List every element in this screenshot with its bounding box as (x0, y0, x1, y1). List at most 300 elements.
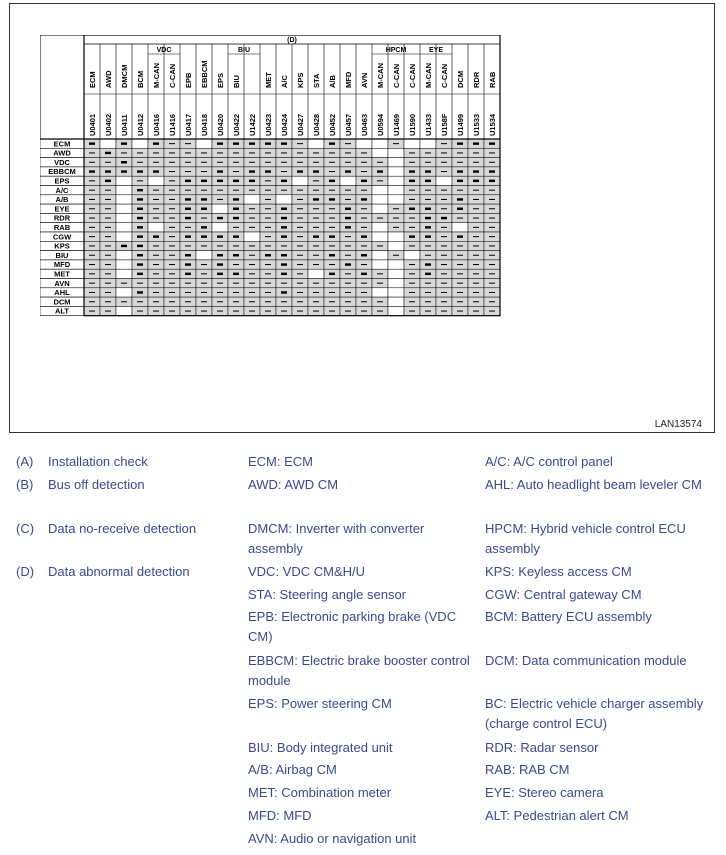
cell-mark-17-4 (153, 301, 159, 302)
abbr-avn: AVN: Audio or navigation unit (248, 831, 417, 846)
cell-mark-1-10 (249, 152, 255, 153)
cell-9-2 (116, 223, 132, 232)
cell-mark-16-17 (361, 292, 367, 293)
cell-mark-1-21 (425, 152, 431, 153)
cell-mark-6-6 (185, 198, 191, 200)
cell-mark-18-20 (409, 311, 415, 312)
cell-mark-15-15 (329, 283, 335, 284)
abbr-mfd: MFD: MFD (248, 808, 312, 823)
figure-frame (9, 3, 715, 433)
cell-mark-17-24 (473, 301, 479, 302)
cell-9-8 (212, 223, 228, 232)
cell-mark-0-8 (217, 142, 223, 144)
cell-mark-11-18 (377, 245, 383, 246)
cell-mark-2-9 (233, 162, 239, 163)
cell-mark-7-17 (361, 208, 367, 209)
col-name-17: AVN (360, 72, 369, 88)
cell-mark-8-0 (89, 218, 95, 219)
cell-mark-10-13 (297, 236, 303, 237)
cell-mark-18-13 (297, 311, 303, 312)
cell-mark-13-23 (457, 264, 463, 265)
cell-mark-18-1 (105, 311, 111, 312)
legend-key-c: (C) (16, 521, 35, 536)
cell-mark-6-13 (297, 199, 303, 200)
cell-mark-17-18 (377, 301, 383, 302)
abbr-eye: EYE: Stereo camera (485, 785, 604, 800)
cell-mark-18-15 (329, 311, 335, 312)
col-name-19: C-CAN (392, 63, 401, 88)
cell-mark-5-7 (201, 190, 207, 191)
cell-7-2 (116, 204, 132, 213)
cell-mark-18-23 (457, 311, 463, 312)
col-name-21: M-CAN (424, 63, 433, 88)
cell-12-18 (372, 251, 388, 260)
cell-mark-15-21 (425, 283, 431, 284)
cell-mark-3-0 (89, 170, 95, 172)
cell-mark-11-14 (313, 245, 319, 246)
cell-mark-12-1 (105, 255, 111, 256)
cell-mark-11-17 (361, 245, 367, 246)
cell-mark-4-11 (265, 180, 271, 181)
cell-mark-12-14 (313, 255, 319, 256)
cell-mark-3-14 (313, 170, 319, 172)
cell-mark-14-20 (409, 273, 415, 274)
abbr-alt: ALT: Pedestrian alert CM (485, 808, 629, 823)
cell-mark-13-6 (185, 263, 191, 265)
cell-mark-9-16 (345, 226, 351, 228)
cell-mark-17-23 (457, 301, 463, 302)
abbr-ac: A/C: A/C control panel (485, 454, 613, 469)
cell-mark-17-10 (249, 301, 255, 302)
abbr-met: MET: Combination meter (248, 785, 392, 800)
cell-mark-11-9 (233, 245, 239, 246)
cell-mark-17-0 (89, 301, 95, 302)
cell-mark-6-11 (265, 199, 271, 200)
cell-mark-2-21 (425, 162, 431, 163)
cell-mark-5-10 (249, 190, 255, 191)
cell-0-7 (196, 139, 212, 148)
cell-mark-4-25 (489, 180, 495, 182)
cell-mark-8-8 (217, 217, 223, 219)
cell-mark-12-15 (329, 254, 335, 256)
cell-10-2 (116, 232, 132, 241)
row-label-5: A/C (55, 185, 69, 195)
cell-mark-15-2 (121, 283, 127, 284)
cell-mark-3-2 (121, 170, 127, 172)
cell-mark-2-5 (169, 162, 175, 163)
cell-mark-11-15 (329, 245, 335, 246)
cell-mark-2-17 (361, 162, 367, 163)
cell-mark-6-22 (441, 199, 447, 200)
cell-mark-17-15 (329, 301, 335, 302)
cell-mark-10-4 (153, 235, 159, 237)
cell-18-2 (116, 306, 132, 315)
cell-mark-14-12 (281, 273, 287, 275)
cell-mark-14-24 (473, 273, 479, 274)
cell-mark-16-7 (201, 292, 207, 293)
cell-mark-10-24 (473, 236, 479, 237)
cell-mark-1-13 (297, 152, 303, 153)
col-name-3: BCM (136, 70, 145, 88)
cell-mark-8-15 (329, 218, 335, 219)
cell-0-20 (404, 139, 420, 148)
cell-mark-14-3 (137, 273, 143, 275)
cell-mark-18-22 (441, 311, 447, 312)
cell-mark-2-1 (105, 162, 111, 163)
cell-mark-14-25 (489, 273, 495, 274)
cell-mark-3-7 (201, 171, 207, 172)
cell-mark-7-16 (345, 208, 351, 210)
cell-mark-0-12 (281, 142, 287, 144)
cell-mark-8-1 (105, 218, 111, 219)
abbr-eps: EPS: Power steering CM (248, 696, 392, 711)
cell-mark-7-11 (265, 208, 271, 209)
cell-mark-0-25 (489, 142, 495, 144)
cell-mark-1-4 (153, 152, 159, 153)
cell-10-10 (244, 232, 260, 241)
cell-mark-7-25 (489, 208, 495, 209)
cell-mark-18-3 (137, 311, 143, 312)
cell-mark-8-13 (297, 218, 303, 219)
cell-mark-8-6 (185, 217, 191, 219)
cell-mark-12-23 (457, 255, 463, 256)
cell-mark-12-9 (233, 254, 239, 256)
cell-mark-17-3 (137, 301, 143, 302)
cell-mark-13-12 (281, 263, 287, 265)
diagnosis-matrix (40, 35, 502, 342)
cell-mark-13-10 (249, 264, 255, 265)
cell-mark-18-10 (249, 311, 255, 312)
cell-mark-7-20 (409, 208, 415, 210)
cell-mark-13-14 (313, 264, 319, 265)
abbr-dcm: DCM: Data communication module (485, 653, 687, 668)
cell-mark-1-3 (137, 152, 143, 153)
cell-mark-12-25 (489, 255, 495, 256)
cell-mark-16-9 (233, 292, 239, 293)
cell-mark-13-20 (409, 264, 415, 265)
cell-mark-10-15 (329, 235, 335, 237)
abbr-ecm: ECM: ECM (248, 454, 313, 469)
cell-mark-11-23 (457, 245, 463, 246)
abbr-dmcm: DMCM: Inverter with converter assembly (248, 521, 425, 556)
cell-mark-10-11 (265, 236, 271, 237)
cell-mark-8-19 (393, 218, 399, 219)
cell-mark-17-20 (409, 301, 415, 302)
cell-mark-4-6 (185, 180, 191, 182)
cell-mark-14-10 (249, 273, 255, 274)
cell-mark-10-9 (233, 235, 239, 237)
row-label-10: CGW (52, 232, 72, 242)
row-label-9: RAB (53, 223, 71, 232)
col-code-15: U0452 (328, 113, 337, 136)
abbr-ahl: AHL: Auto headlight beam leveler CM (485, 477, 702, 492)
cell-mark-7-1 (105, 208, 111, 209)
cell-mark-5-6 (185, 190, 191, 191)
cell-17-19 (388, 297, 404, 306)
cell-mark-0-10 (249, 142, 255, 144)
cell-mark-11-4 (153, 245, 159, 246)
cell-12-20 (404, 251, 420, 260)
cell-mark-3-12 (281, 171, 287, 172)
cell-mark-18-11 (265, 311, 271, 312)
col-name-24: RDR (472, 71, 481, 88)
cell-mark-5-9 (233, 190, 239, 191)
cell-mark-16-3 (137, 291, 143, 293)
cell-mark-3-4 (153, 170, 159, 172)
cell-mark-7-7 (201, 208, 207, 210)
cell-mark-12-17 (361, 254, 367, 256)
cell-4-22 (436, 176, 452, 185)
cell-mark-14-0 (89, 273, 95, 274)
abbr-rab: RAB: RAB CM (485, 762, 570, 777)
cell-mark-1-7 (201, 152, 207, 153)
cell-mark-13-9 (233, 264, 239, 265)
cell-mark-11-6 (185, 245, 191, 246)
cell-mark-12-4 (153, 255, 159, 256)
cell-mark-12-0 (89, 255, 95, 256)
abbr-cgw: CGW: Central gateway CM (485, 587, 642, 602)
cell-mark-3-18 (377, 170, 383, 172)
abbr-rdr: RDR: Radar sensor (485, 740, 599, 755)
cell-mark-13-24 (473, 264, 479, 265)
cell-mark-14-5 (169, 273, 175, 274)
cell-14-2 (116, 269, 132, 278)
cell-mark-11-2 (121, 245, 127, 247)
cell-mark-8-17 (361, 218, 367, 219)
cell-mark-10-17 (361, 235, 367, 237)
cell-0-18 (372, 139, 388, 148)
cell-mark-0-16 (345, 143, 351, 144)
cell-mark-12-3 (137, 254, 143, 256)
cell-6-19 (388, 195, 404, 204)
cell-mark-2-8 (217, 162, 223, 163)
col-code-18: U0594 (376, 113, 385, 136)
cell-mark-7-3 (137, 208, 143, 210)
row-label-17: DCM (53, 297, 71, 307)
cell-mark-1-20 (409, 152, 415, 153)
col-name-16: MFD (344, 71, 353, 88)
col-code-3: U0412 (136, 113, 145, 136)
cell-mark-11-11 (265, 245, 271, 246)
cell-mark-9-5 (169, 227, 175, 228)
cell-mark-6-16 (345, 199, 351, 200)
col-name-9: BIU (232, 75, 241, 88)
cell-mark-12-21 (425, 255, 431, 256)
cell-mark-17-5 (169, 301, 175, 302)
cell-mark-10-12 (281, 235, 287, 237)
cell-16-19 (388, 288, 404, 297)
cell-mark-15-1 (105, 283, 111, 284)
cell-mark-9-12 (281, 226, 287, 228)
cell-mark-7-12 (281, 208, 287, 210)
cell-mark-2-18 (377, 162, 383, 163)
row-label-13: MFD (53, 260, 71, 270)
col-code-23: U1499 (456, 113, 465, 136)
cell-mark-18-6 (185, 311, 191, 312)
cell-mark-0-0 (89, 142, 95, 144)
cell-mark-9-3 (137, 226, 143, 228)
cell-mark-16-1 (105, 292, 111, 293)
cell-mark-5-5 (169, 190, 175, 191)
cell-mark-12-24 (473, 255, 479, 256)
col-code-10: U1422 (248, 113, 257, 136)
group-label-eye: EYE (428, 47, 444, 54)
cell-4-4 (148, 176, 164, 185)
cell-mark-4-7 (201, 180, 207, 182)
cell-mark-3-25 (489, 170, 495, 172)
cell-mark-4-20 (409, 180, 415, 182)
cell-mark-13-17 (361, 264, 367, 265)
abbr-bcm: BCM: Battery ECU assembly (485, 609, 652, 624)
cell-mark-16-8 (217, 292, 223, 293)
abbr-ab: A/B: Airbag CM (248, 762, 337, 777)
cell-mark-5-23 (457, 190, 463, 191)
cell-4-2 (116, 176, 132, 185)
cell-13-18 (372, 260, 388, 269)
cell-mark-2-15 (329, 162, 335, 163)
cell-mark-15-9 (233, 283, 239, 284)
cell-mark-16-24 (473, 292, 479, 293)
col-name-25: RAB (488, 71, 497, 88)
col-code-6: U0417 (184, 113, 193, 136)
row-label-11: KPS (54, 241, 70, 251)
cell-mark-11-13 (297, 245, 303, 246)
cell-mark-15-0 (89, 283, 95, 284)
row-label-3: EBBCM (48, 167, 76, 177)
cell-mark-4-5 (169, 180, 175, 181)
cell-mark-2-12 (281, 162, 287, 163)
col-name-12: A/C (280, 75, 289, 88)
cell-mark-10-1 (105, 236, 111, 237)
cell-mark-3-21 (425, 170, 431, 172)
cell-mark-15-4 (153, 283, 159, 284)
cell-mark-13-25 (489, 264, 495, 265)
cell-mark-6-0 (89, 199, 95, 200)
cell-mark-0-2 (121, 142, 127, 144)
cell-mark-9-15 (329, 227, 335, 228)
cell-mark-9-13 (297, 227, 303, 228)
cell-mark-10-21 (425, 235, 431, 237)
cell-mark-11-0 (89, 245, 95, 246)
cell-2-19 (388, 158, 404, 167)
cell-mark-18-0 (89, 311, 95, 312)
cell-mark-0-15 (329, 142, 335, 144)
cell-mark-12-19 (393, 255, 399, 256)
cell-0-3 (132, 139, 148, 148)
cell-mark-9-10 (249, 227, 255, 228)
cell-mark-11-10 (249, 245, 255, 246)
col-code-16: U0457 (344, 113, 353, 136)
cell-mark-17-12 (281, 301, 287, 302)
cell-mark-3-17 (361, 171, 367, 172)
cell-mark-9-17 (361, 227, 367, 228)
cell-mark-14-15 (329, 273, 335, 275)
cell-mark-13-21 (425, 263, 431, 265)
cell-mark-15-6 (185, 283, 191, 284)
cell-mark-12-22 (441, 255, 447, 256)
cell-mark-9-14 (313, 227, 319, 228)
cell-mark-8-16 (345, 217, 351, 219)
cell-mark-2-3 (137, 162, 143, 163)
row-label-8: RDR (53, 213, 71, 223)
group-label-biu: BIU (237, 47, 251, 54)
cell-mark-17-22 (441, 301, 447, 302)
cell-mark-3-1 (105, 170, 111, 172)
cell-mark-16-21 (425, 292, 431, 293)
cell-mark-6-23 (457, 198, 463, 200)
cell-mark-10-23 (457, 235, 463, 237)
cell-mark-14-23 (457, 273, 463, 274)
cell-13-2 (116, 260, 132, 269)
cell-16-2 (116, 288, 132, 297)
cell-mark-6-21 (425, 199, 431, 200)
cell-mark-10-3 (137, 235, 143, 237)
cell-mark-4-0 (89, 180, 95, 181)
cell-mark-2-11 (265, 162, 271, 163)
cell-mark-6-24 (473, 199, 479, 200)
cell-mark-11-25 (489, 245, 495, 246)
cell-mark-15-18 (377, 283, 383, 284)
cell-mark-14-13 (297, 273, 303, 274)
cell-1-18 (372, 148, 388, 157)
cell-7-18 (372, 204, 388, 213)
cell-mark-16-25 (489, 292, 495, 293)
cell-mark-18-16 (345, 311, 351, 312)
cell-mark-1-12 (281, 152, 287, 153)
cell-mark-4-8 (217, 180, 223, 182)
cell-14-14 (308, 269, 324, 278)
cell-mark-8-24 (473, 218, 479, 219)
col-name-13: KPS (296, 72, 305, 88)
cell-mark-13-0 (89, 264, 95, 265)
col-code-8: U0420 (216, 113, 225, 136)
cell-mark-9-25 (489, 227, 495, 228)
cell-mark-7-19 (393, 208, 399, 209)
row-label-6: A/B (55, 195, 69, 205)
cell-mark-11-7 (201, 245, 207, 246)
cell-9-18 (372, 223, 388, 232)
cell-mark-6-3 (137, 198, 143, 200)
cell-mark-7-21 (425, 208, 431, 210)
cell-mark-13-13 (297, 264, 303, 265)
cell-mark-17-7 (201, 301, 207, 302)
cell-0-21 (420, 139, 436, 148)
cell-mark-14-17 (361, 273, 367, 275)
cell-mark-3-22 (441, 171, 447, 172)
cell-mark-7-13 (297, 208, 303, 209)
cell-mark-14-18 (377, 273, 383, 274)
cell-mark-5-20 (409, 190, 415, 191)
cell-mark-1-2 (121, 152, 127, 153)
cell-mark-4-15 (329, 180, 335, 182)
cell-mark-7-9 (233, 208, 239, 210)
col-code-13: U0427 (296, 113, 305, 136)
cell-mark-6-9 (233, 198, 239, 200)
cell-mark-8-22 (441, 217, 447, 219)
cell-mark-6-5 (169, 199, 175, 200)
cell-mark-8-25 (489, 218, 495, 219)
cell-mark-4-23 (457, 180, 463, 182)
cell-12-2 (116, 251, 132, 260)
cell-mark-8-5 (169, 218, 175, 219)
cell-mark-7-24 (473, 208, 479, 209)
cell-mark-6-1 (105, 199, 111, 200)
cell-mark-10-7 (201, 235, 207, 237)
cell-mark-15-16 (345, 283, 351, 284)
cell-mark-15-8 (217, 283, 223, 284)
cell-4-13 (292, 176, 308, 185)
cell-10-19 (388, 232, 404, 241)
